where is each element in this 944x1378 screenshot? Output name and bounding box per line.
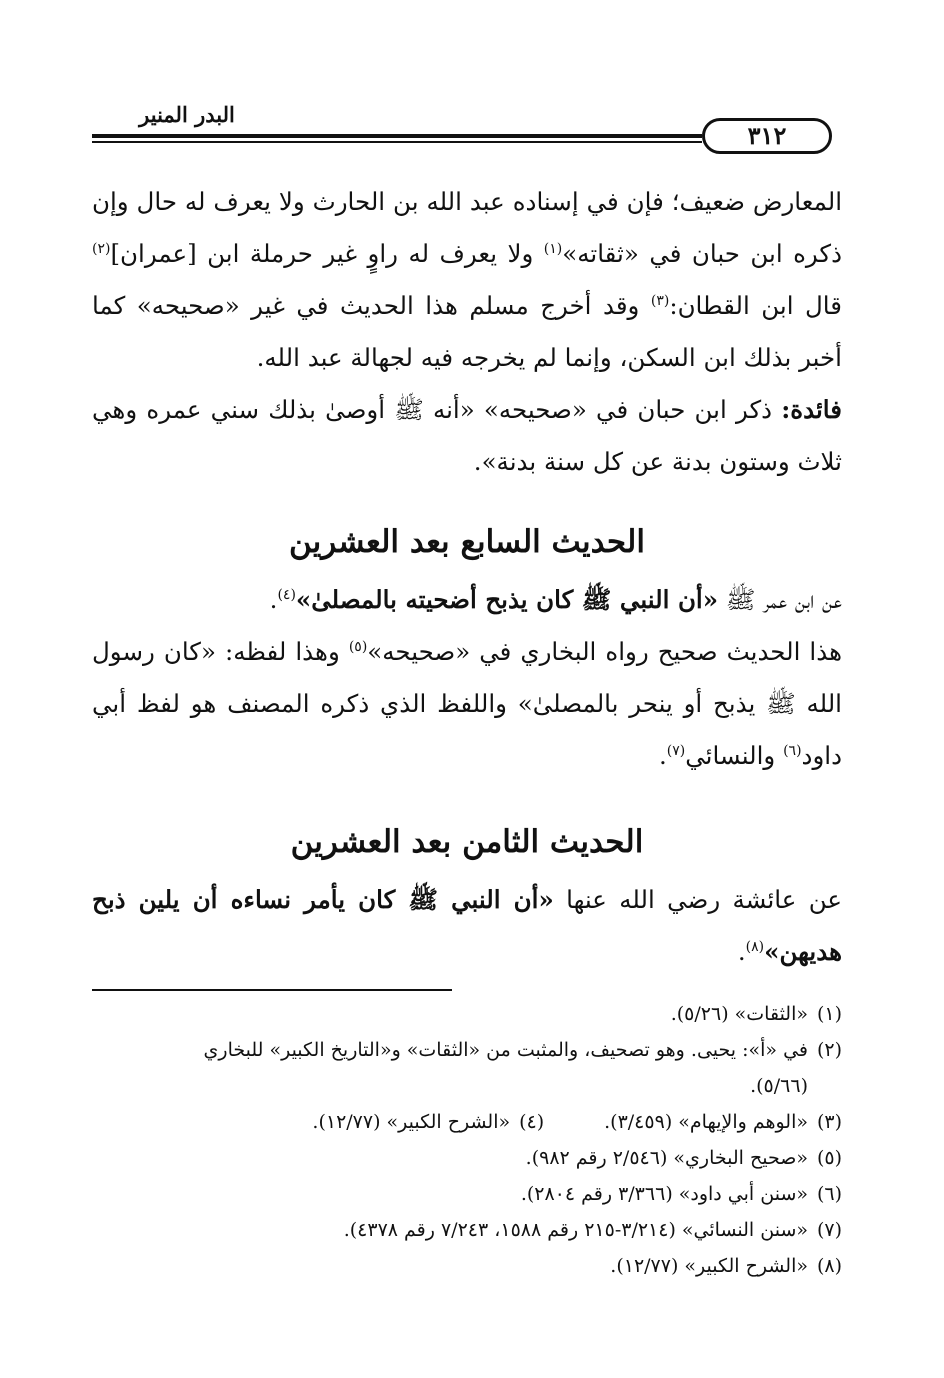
footnote-number: (٨) — [816, 1255, 842, 1277]
text-run: عن ابن عمر ﷺ — [718, 585, 842, 614]
footnote-number: (٤) — [519, 1111, 545, 1133]
footnote-number: (٦) — [816, 1183, 842, 1205]
text-run: قال ابن القطان: — [669, 291, 842, 320]
footnote-ref: (٨) — [745, 938, 765, 955]
footnote-separator — [92, 989, 452, 991]
text-run: . — [269, 585, 278, 614]
footnote-text: «الثقات» (٥/٢٦). — [670, 1003, 808, 1025]
text-run: . — [737, 937, 746, 966]
footnote — [92, 1176, 842, 1212]
footnote-row — [92, 1104, 842, 1140]
footnotes — [92, 996, 842, 1284]
hadith-paragraph — [92, 874, 842, 978]
section-heading: الحديث الثامن بعد العشرين — [290, 824, 644, 860]
hadith-text: «أن النبي ﷺ كان يأمر نساءه أن يلين ذبح هديهن» — [92, 885, 842, 966]
book-page — [92, 96, 842, 1346]
footnote-number: (٥) — [816, 1147, 842, 1169]
footnote-ref: (٢) — [92, 240, 111, 257]
text-run: . — [658, 741, 667, 770]
footnote-text: «الشرح الكبير» (١٢/٧٧). — [610, 1255, 808, 1277]
footnote-text: «الشرح الكبير» (١٢/٧٧). — [312, 1111, 511, 1133]
main-text — [92, 176, 842, 978]
header-rule-thin — [92, 141, 702, 143]
running-title: البدر المنير — [139, 102, 235, 127]
note-paragraph — [92, 384, 842, 488]
text-run: المعارض ضعيف؛ فإن في إسناده عبد الله بن الحارث ولا يعرف له حال وإن ذكره ابن حبان في «ثقاته» — [92, 187, 843, 268]
footnote-text: «الوهم والإيهام» (٣/٤٥٩). — [604, 1111, 808, 1133]
section-heading: الحديث السابع بعد العشرين — [289, 524, 645, 560]
text-run: والنسائي — [685, 741, 784, 770]
footnote-number: (٣) — [816, 1111, 842, 1133]
hadith-paragraph — [92, 574, 842, 626]
footnote-text: في «أ»: يحيى. وهو تصحيف، والمثبت من «الثقات» و«التاريخ الكبير» للبخاري — [203, 1039, 808, 1061]
footnote-ref: (٣) — [650, 292, 670, 309]
footnote-ref: (١) — [543, 240, 563, 257]
paragraph — [92, 176, 842, 384]
footnote-ref: (٥) — [348, 638, 368, 655]
footnote — [92, 1212, 842, 1248]
footnote — [92, 1032, 842, 1068]
footnote — [92, 996, 842, 1032]
hadith-text: «أن النبي ﷺ كان يذبح أضحيته بالمصلىٰ» — [295, 585, 719, 614]
paragraph — [92, 626, 842, 782]
footnote-ref: (٧) — [666, 742, 686, 759]
text-run: ذكر ابن حبان في «صحيحه» «أنه ﷺ أوصىٰ بذلك سني عمره وهي ثلاث وستون بدنة عن كل سنة بدنة». — [92, 395, 842, 476]
page-number-badge: ٣١٢ — [702, 118, 832, 154]
text-run: عن عائشة رضي الله عنها — [553, 885, 843, 914]
footnote-number: (٧) — [816, 1219, 842, 1241]
note-label: فائدة: — [781, 395, 842, 424]
footnote-number: (٢) — [816, 1039, 842, 1061]
footnote-text: «سنن أبي داود» (٣/٣٦٦ رقم ٢٨٠٤). — [520, 1183, 808, 1205]
footnote-ref: (٦) — [783, 742, 802, 759]
header-rule-thick — [92, 134, 702, 138]
footnote-text: «صحيح البخاري» (٢/٥٤٦ رقم ٩٨٢). — [525, 1147, 808, 1169]
text-run: وهذا لفظه: «كان رسول الله ﷺ يذبح أو ينحر بالمصلىٰ» واللفظ الذي ذكره المصنف هو لفظ أبي داود — [92, 637, 842, 770]
footnote — [604, 1104, 842, 1140]
footnote-text: «سنن النسائي» (٣/٢١٤-٢١٥ رقم ١٥٨٨، ٧/٢٤٣ رقم ٤٣٧٨). — [343, 1219, 808, 1241]
footnote-continuation: (٥/٦٦). — [750, 1075, 808, 1097]
footnote-ref: (٤) — [277, 586, 296, 603]
text-run: ولا يعرف له راوٍ غير حرملة ابن [عمران] — [110, 239, 544, 268]
footnote — [92, 1140, 842, 1176]
footnote-number: (١) — [816, 1003, 842, 1025]
footnote — [312, 1104, 544, 1140]
text-run: هذا الحديث صحيح رواه البخاري في «صحيحه» — [367, 637, 843, 666]
text-run: وقد أخرج مسلم هذا الحديث في غير «صحيحه» كما أخبر بذلك ابن السكن، وإنما لم يخرجه فيه لجهالة عبد الله. — [92, 291, 842, 372]
page-header — [92, 96, 842, 156]
footnote — [92, 1248, 842, 1284]
